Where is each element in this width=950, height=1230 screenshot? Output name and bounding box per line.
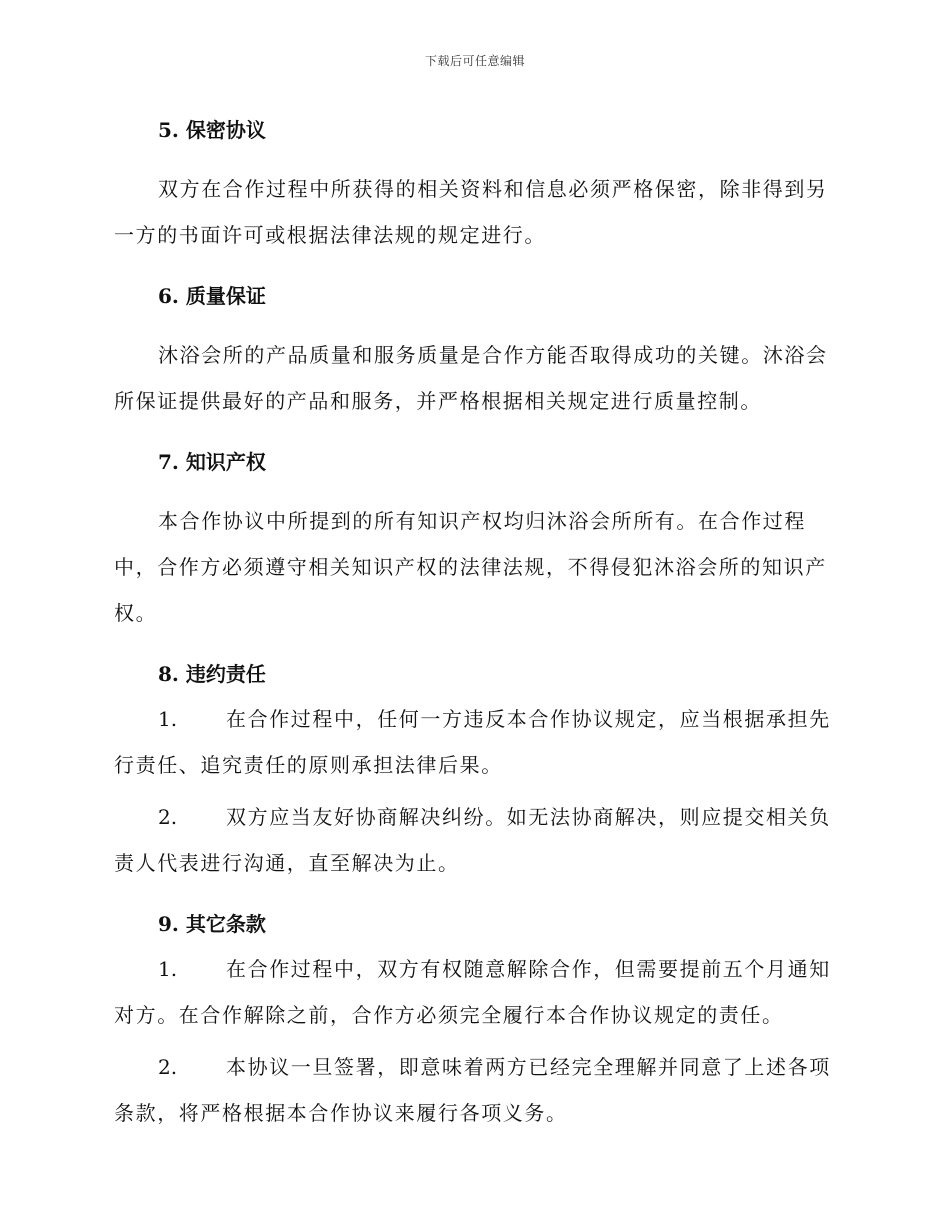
section-breach-liability — [114, 652, 834, 886]
document-body — [114, 108, 834, 1152]
paragraph: 双方在合作过程中所获得的相关资料和信息必须严格保密，除非得到另一方的书面许可或根据法律法规的规定进行。 — [114, 177, 828, 247]
list-item-text: 在合作过程中，双方有权随意解除合作，但需要提前五个月通知对方。在合作解除之前，合作方必须完全履行本合作协议规定的责任。 — [114, 957, 831, 1027]
list-item-number: 2. — [158, 1055, 178, 1079]
section-heading: 5. 保密协议 — [158, 118, 266, 142]
section-heading: 8. 违约责任 — [158, 662, 266, 686]
list-item-text: 本协议一旦签署，即意味着两方已经完全理解并同意了上述各项条款，将严格根据本合作协议来履行各项义务。 — [114, 1055, 831, 1125]
list-item — [114, 794, 834, 886]
paragraph: 本合作协议中所提到的所有知识产权均归沐浴会所所有。在合作过程中，合作方必须遵守相关知识产权的法律法规，不得侵犯沐浴会所的知识产权。 — [114, 509, 827, 625]
paragraph: 沐浴会所的产品质量和服务质量是合作方能否取得成功的关键。沐浴会所保证提供最好的产品和服务，并严格根据相关规定进行质量控制。 — [114, 343, 828, 413]
page-header: 下载后可任意编辑 — [424, 54, 525, 68]
list-item — [114, 946, 834, 1038]
list-item-text: 双方应当友好协商解决纠纷。如无法协商解决，则应提交相关负责人代表进行沟通，直至解决为止。 — [114, 805, 831, 875]
section-heading: 6. 质量保证 — [158, 284, 266, 308]
section-heading: 7. 知识产权 — [158, 450, 266, 474]
list-item — [114, 696, 834, 788]
section-confidentiality — [114, 108, 834, 258]
list-item-number: 1. — [158, 707, 178, 731]
list-item-number: 2. — [158, 805, 178, 829]
list-item-text: 在合作过程中，任何一方违反本合作协议规定，应当根据承担先行责任、追究责任的原则承担法律后果。 — [114, 707, 831, 777]
section-other-terms — [114, 902, 834, 1136]
section-quality-assurance — [114, 274, 834, 424]
list-item — [114, 1044, 834, 1136]
section-intellectual-property — [114, 440, 834, 636]
list-item-number: 1. — [158, 957, 178, 981]
section-heading: 9. 其它条款 — [158, 912, 266, 936]
